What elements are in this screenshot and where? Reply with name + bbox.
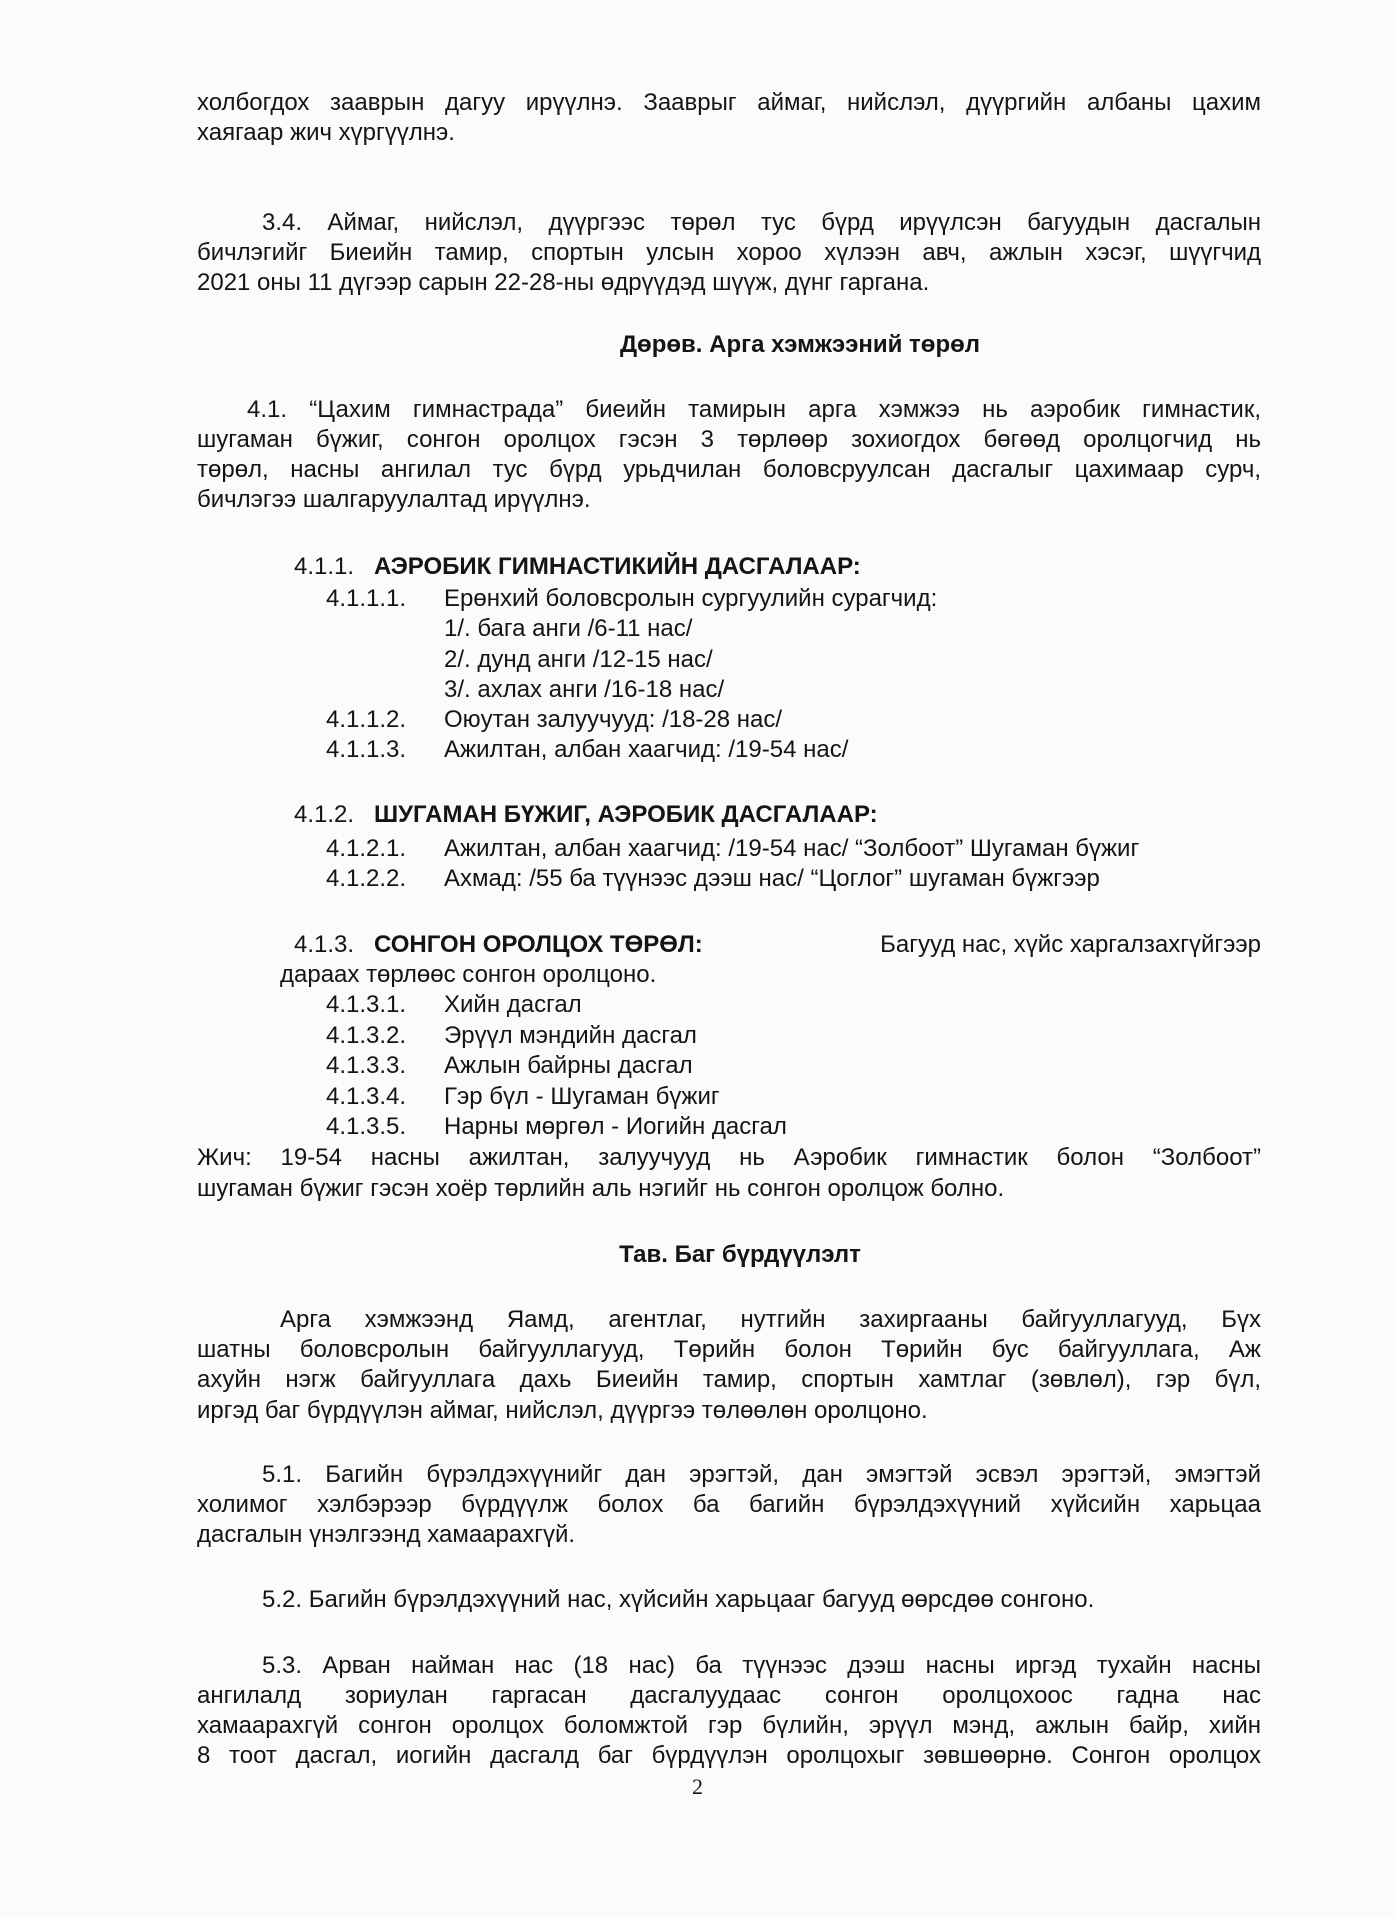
paragraph-line: ангилалд зориулан гаргасан дасгалуудаас сонгон оролцохоос гадна нас bbox=[197, 1682, 1261, 1709]
item-number: 4.1.1.3. bbox=[326, 736, 407, 763]
item-text: Ажлын байрны дасгал bbox=[444, 1052, 693, 1079]
paragraph-line: хаягаар жич хүргүүлнэ. bbox=[197, 119, 455, 146]
list-item bbox=[326, 1021, 697, 1051]
list-item bbox=[326, 735, 848, 765]
paragraph-line: иргэд баг бүрдүүлэн аймаг, нийслэл, дүүргээ төлөөлөн оролцоно. bbox=[197, 1397, 928, 1424]
paragraph-line: Арга хэмжээнд Яамд, агентлаг, нутгийн захиргааны байгууллагууд, Бүх bbox=[280, 1306, 1261, 1333]
item-text: Ерөнхий боловсролын сургуулийн сурагчид: bbox=[444, 585, 938, 612]
list-item bbox=[326, 1051, 693, 1081]
section-heading: Тав. Баг бүрдүүлэлт bbox=[619, 1241, 861, 1268]
item-text: Оюутан залуучууд: /18-28 нас/ bbox=[444, 706, 783, 733]
subsection-rest: Багууд нас, хүйс харгалзахгүйгээр bbox=[880, 931, 1261, 958]
subsection-title bbox=[294, 800, 878, 830]
paragraph-line: шугаман бүжиг, сонгон оролцох гэсэн 3 төрлөөр зохиогдох бөгөөд оролцогчид нь bbox=[197, 426, 1261, 453]
item-number: 4.1.2.1. bbox=[326, 835, 407, 862]
paragraph-line: 4.1. “Цахим гимнастрада” биеийн тамирын арга хэмжээ нь аэробик гимнастик, bbox=[247, 396, 1261, 423]
item-number: 4.1.3.2. bbox=[326, 1022, 407, 1049]
paragraph-line: 3.4. Аймаг, нийслэл, дүүргээс төрөл тус бүрд ирүүлсэн багуудын дасгалын bbox=[262, 209, 1261, 236]
item-text: Гэр бүл - Шугаман бүжиг bbox=[444, 1083, 720, 1110]
item-text: Нарны мөргөл - Иогийн дасгал bbox=[444, 1113, 787, 1140]
paragraph-line: шатны боловсролын байгууллагууд, Төрийн болон Төрийн бус байгууллага, Аж bbox=[197, 1336, 1261, 1363]
item-number: 4.1.3.3. bbox=[326, 1052, 407, 1079]
subsection-number: 4.1.2. bbox=[294, 801, 355, 828]
list-subitem: 1/. бага анги /6-11 нас/ bbox=[444, 615, 693, 642]
paragraph-line: 5.3. Арван найман нас (18 нас) ба түүнээс дээш насны иргэд тухайн насны bbox=[262, 1652, 1261, 1679]
paragraph-line: дасгалын үнэлгээнд хамаарахгүй. bbox=[197, 1521, 576, 1548]
item-number: 4.1.1.1. bbox=[326, 585, 407, 612]
paragraph-line: ахуйн нэгж байгууллага дахь Биеийн тамир, спортын хамтлаг (зөвлөл), гэр бүл, bbox=[197, 1366, 1261, 1393]
paragraph-line: холимог хэлбэрээр бүрдүүлж болох ба багийн бүрэлдэхүүний хүйсийн харьцаа bbox=[197, 1491, 1261, 1518]
list-item bbox=[326, 1112, 787, 1142]
subsection-lead bbox=[294, 930, 703, 960]
item-text: Эрүүл мэндийн дасгал bbox=[444, 1022, 697, 1049]
list-item bbox=[326, 584, 937, 614]
note-line: шугаман бүжиг гэсэн хоёр төрлийн аль нэгийг нь сонгон оролцож болно. bbox=[197, 1175, 1005, 1202]
item-number: 4.1.3.4. bbox=[326, 1083, 407, 1110]
item-text: Хийн дасгал bbox=[444, 991, 582, 1018]
paragraph-line: бичлэгээ шалгаруулалтад ирүүлнэ. bbox=[197, 486, 591, 513]
list-subitem: 2/. дунд анги /12-15 нас/ bbox=[444, 646, 713, 673]
subsection-heading: ШУГАМАН БҮЖИГ, АЭРОБИК ДАСГАЛААР: bbox=[374, 801, 878, 828]
list-item bbox=[326, 864, 1100, 894]
item-number: 4.1.1.2. bbox=[326, 706, 407, 733]
paragraph-line: 8 тоот дасгал, иогийн дасгалд баг бүрдүүлэн оролцохыг зөвшөөрнө. Сонгон оролцох bbox=[197, 1742, 1261, 1769]
paragraph-line: холбогдох зааврын дагуу ирүүлнэ. Зааврыг аймаг, нийслэл, дүүргийн албаны цахим bbox=[197, 89, 1261, 116]
list-item bbox=[326, 990, 582, 1020]
item-number: 4.1.3.1. bbox=[326, 991, 407, 1018]
subsection-title bbox=[294, 552, 861, 582]
section-heading: Дөрөв. Арга хэмжээний төрөл bbox=[619, 331, 981, 358]
item-number: 4.1.3.5. bbox=[326, 1113, 407, 1140]
subsection-number: 4.1.3. bbox=[294, 931, 355, 958]
list-item bbox=[326, 705, 782, 735]
item-number: 4.1.2.2. bbox=[326, 865, 407, 892]
paragraph-line: дараах төрлөөс сонгон оролцоно. bbox=[280, 961, 657, 988]
item-text: Ажилтан, албан хаагчид: /19-54 нас/ bbox=[444, 736, 849, 763]
paragraph-line: хамаарахгүй сонгон оролцох боломжтой гэр бүлийн, эрүүл мэнд, ажлын байр, хийн bbox=[197, 1712, 1261, 1739]
paragraph-line: 5.2. Багийн бүрэлдэхүүний нас, хүйсийн харьцааг багууд өөрсдөө сонгоно. bbox=[262, 1586, 1095, 1613]
paragraph-line: 2021 оны 11 дүгээр сарын 22-28-ны өдрүүдэд шүүж, дүнг гаргана. bbox=[197, 269, 930, 296]
paragraph-line: төрөл, насны ангилал тус бүрд урьдчилан боловсруулсан дасгалыг цахимаар сурч, bbox=[197, 456, 1261, 483]
subsection-title bbox=[294, 930, 1261, 960]
subsection-heading: АЭРОБИК ГИМНАСТИКИЙН ДАСГАЛААР: bbox=[374, 553, 861, 580]
subsection-heading: СОНГОН ОРОЛЦОХ ТӨРӨЛ: bbox=[374, 931, 703, 958]
list-item bbox=[326, 1082, 720, 1112]
paragraph-line: бичлэгийг Биеийн тамир, спортын улсын хороо хүлээн авч, ажлын хэсэг, шүүгчид bbox=[197, 239, 1261, 266]
page-number: 2 bbox=[692, 1774, 703, 1799]
item-text: Ажилтан, албан хаагчид: /19-54 нас/ “Золбоот” Шугаман бүжиг bbox=[444, 835, 1140, 862]
paragraph-line: 5.1. Багийн бүрэлдэхүүнийг дан эрэгтэй, дан эмэгтэй эсвэл эрэгтэй, эмэгтэй bbox=[262, 1461, 1261, 1488]
list-item bbox=[326, 834, 1139, 864]
subsection-number: 4.1.1. bbox=[294, 553, 355, 580]
note-line: Жич: 19-54 насны ажилтан, залуучууд нь Аэробик гимнастик болон “Золбоот” bbox=[197, 1144, 1261, 1171]
list-subitem: 3/. ахлах анги /16-18 нас/ bbox=[444, 676, 725, 703]
item-text: Ахмад: /55 ба түүнээс дээш нас/ “Цоглог” шугаман бүжгээр bbox=[444, 865, 1100, 892]
